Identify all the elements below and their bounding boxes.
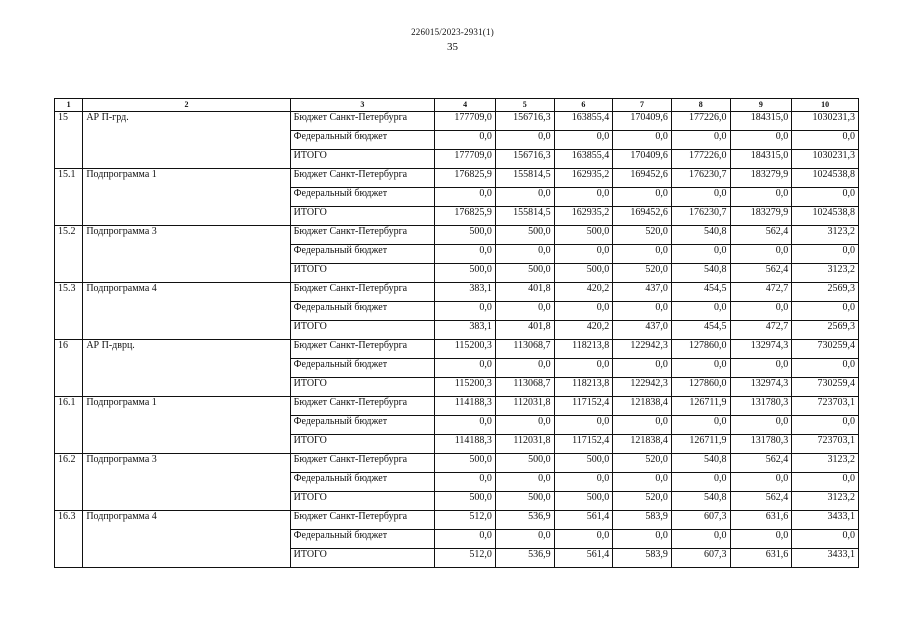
value-cell: 162935,2 xyxy=(554,169,613,188)
value-cell: 3123,2 xyxy=(792,226,859,245)
value-cell: 0,0 xyxy=(730,473,792,492)
program-name-cell: АР П-грд. xyxy=(83,112,290,169)
value-cell: 177226,0 xyxy=(671,112,730,131)
program-name-cell: Подпрограмма 4 xyxy=(83,283,290,340)
value-cell: 561,4 xyxy=(554,549,613,568)
value-cell: 0,0 xyxy=(435,302,496,321)
value-cell: 0,0 xyxy=(495,131,554,150)
value-cell: 0,0 xyxy=(671,473,730,492)
value-cell: 1024538,8 xyxy=(792,169,859,188)
value-cell: 155814,5 xyxy=(495,207,554,226)
funding-source-cell: ИТОГО xyxy=(290,378,435,397)
value-cell: 0,0 xyxy=(495,473,554,492)
value-cell: 0,0 xyxy=(613,245,672,264)
value-cell: 500,0 xyxy=(435,264,496,283)
value-cell: 3433,1 xyxy=(792,511,859,530)
value-cell: 117152,4 xyxy=(554,435,613,454)
value-cell: 0,0 xyxy=(613,473,672,492)
value-cell: 500,0 xyxy=(495,454,554,473)
value-cell: 183279,9 xyxy=(730,169,792,188)
value-cell: 500,0 xyxy=(554,492,613,511)
value-cell: 437,0 xyxy=(613,283,672,302)
value-cell: 0,0 xyxy=(435,188,496,207)
value-cell: 170409,6 xyxy=(613,112,672,131)
value-cell: 176825,9 xyxy=(435,169,496,188)
value-cell: 132974,3 xyxy=(730,378,792,397)
value-cell: 583,9 xyxy=(613,511,672,530)
table-row xyxy=(55,226,859,245)
value-cell: 0,0 xyxy=(435,473,496,492)
value-cell: 562,4 xyxy=(730,226,792,245)
value-cell: 0,0 xyxy=(613,302,672,321)
row-number-cell: 15.1 xyxy=(55,169,83,226)
funding-source-cell: Федеральный бюджет xyxy=(290,416,435,435)
value-cell: 383,1 xyxy=(435,321,496,340)
row-number-cell: 15.2 xyxy=(55,226,83,283)
funding-source-cell: ИТОГО xyxy=(290,435,435,454)
value-cell: 500,0 xyxy=(554,226,613,245)
value-cell: 0,0 xyxy=(671,416,730,435)
value-cell: 420,2 xyxy=(554,321,613,340)
value-cell: 156716,3 xyxy=(495,112,554,131)
value-cell: 114188,3 xyxy=(435,397,496,416)
program-name-cell: АР П-дврц. xyxy=(83,340,290,397)
value-cell: 126711,9 xyxy=(671,397,730,416)
document-id: 226015/2023-2931(1) xyxy=(411,27,494,37)
column-header-row xyxy=(55,99,859,112)
value-cell: 1024538,8 xyxy=(792,207,859,226)
funding-source-cell: Бюджет Санкт-Петербурга xyxy=(290,112,435,131)
value-cell: 0,0 xyxy=(435,245,496,264)
value-cell: 163855,4 xyxy=(554,150,613,169)
value-cell: 132974,3 xyxy=(730,340,792,359)
value-cell: 163855,4 xyxy=(554,112,613,131)
column-header: 10 xyxy=(792,99,859,112)
value-cell: 176230,7 xyxy=(671,207,730,226)
value-cell: 183279,9 xyxy=(730,207,792,226)
funding-source-cell: Бюджет Санкт-Петербурга xyxy=(290,454,435,473)
value-cell: 0,0 xyxy=(730,416,792,435)
value-cell: 122942,3 xyxy=(613,340,672,359)
value-cell: 0,0 xyxy=(495,359,554,378)
table-row xyxy=(55,169,859,188)
funding-source-cell: Федеральный бюджет xyxy=(290,359,435,378)
value-cell: 536,9 xyxy=(495,549,554,568)
budget-table xyxy=(54,98,859,568)
value-cell: 113068,7 xyxy=(495,378,554,397)
funding-source-cell: ИТОГО xyxy=(290,150,435,169)
value-cell: 472,7 xyxy=(730,283,792,302)
funding-source-cell: Бюджет Санкт-Петербурга xyxy=(290,397,435,416)
value-cell: 115200,3 xyxy=(435,378,496,397)
value-cell: 631,6 xyxy=(730,511,792,530)
value-cell: 520,0 xyxy=(613,226,672,245)
value-cell: 177709,0 xyxy=(435,150,496,169)
value-cell: 0,0 xyxy=(730,302,792,321)
value-cell: 0,0 xyxy=(671,188,730,207)
value-cell: 607,3 xyxy=(671,549,730,568)
value-cell: 156716,3 xyxy=(495,150,554,169)
value-cell: 0,0 xyxy=(613,416,672,435)
value-cell: 730259,4 xyxy=(792,340,859,359)
value-cell: 0,0 xyxy=(495,188,554,207)
value-cell: 723703,1 xyxy=(792,435,859,454)
value-cell: 0,0 xyxy=(792,530,859,549)
value-cell: 454,5 xyxy=(671,321,730,340)
value-cell: 0,0 xyxy=(613,359,672,378)
value-cell: 730259,4 xyxy=(792,378,859,397)
value-cell: 121838,4 xyxy=(613,435,672,454)
funding-source-cell: Бюджет Санкт-Петербурга xyxy=(290,340,435,359)
value-cell: 0,0 xyxy=(495,416,554,435)
value-cell: 2569,3 xyxy=(792,321,859,340)
value-cell: 0,0 xyxy=(671,245,730,264)
value-cell: 0,0 xyxy=(792,359,859,378)
value-cell: 512,0 xyxy=(435,511,496,530)
value-cell: 0,0 xyxy=(554,359,613,378)
value-cell: 0,0 xyxy=(495,530,554,549)
value-cell: 401,8 xyxy=(495,321,554,340)
value-cell: 0,0 xyxy=(792,131,859,150)
value-cell: 540,8 xyxy=(671,492,730,511)
value-cell: 540,8 xyxy=(671,226,730,245)
value-cell: 0,0 xyxy=(435,530,496,549)
value-cell: 0,0 xyxy=(495,302,554,321)
program-name-cell: Подпрограмма 3 xyxy=(83,454,290,511)
program-name-cell: Подпрограмма 1 xyxy=(83,397,290,454)
funding-source-cell: Федеральный бюджет xyxy=(290,302,435,321)
value-cell: 155814,5 xyxy=(495,169,554,188)
funding-source-cell: Бюджет Санкт-Петербурга xyxy=(290,226,435,245)
value-cell: 169452,6 xyxy=(613,207,672,226)
column-header: 8 xyxy=(671,99,730,112)
funding-source-cell: Федеральный бюджет xyxy=(290,131,435,150)
column-header: 3 xyxy=(290,99,435,112)
value-cell: 0,0 xyxy=(613,131,672,150)
column-header: 6 xyxy=(554,99,613,112)
column-header: 1 xyxy=(55,99,83,112)
funding-source-cell: Федеральный бюджет xyxy=(290,530,435,549)
value-cell: 3123,2 xyxy=(792,492,859,511)
value-cell: 0,0 xyxy=(730,359,792,378)
value-cell: 177226,0 xyxy=(671,150,730,169)
value-cell: 117152,4 xyxy=(554,397,613,416)
row-number-cell: 16.1 xyxy=(55,397,83,454)
value-cell: 113068,7 xyxy=(495,340,554,359)
funding-source-cell: ИТОГО xyxy=(290,207,435,226)
funding-source-cell: ИТОГО xyxy=(290,264,435,283)
value-cell: 0,0 xyxy=(792,416,859,435)
value-cell: 540,8 xyxy=(671,454,730,473)
value-cell: 3123,2 xyxy=(792,264,859,283)
value-cell: 162935,2 xyxy=(554,207,613,226)
value-cell: 112031,8 xyxy=(495,397,554,416)
value-cell: 520,0 xyxy=(613,454,672,473)
value-cell: 0,0 xyxy=(435,416,496,435)
value-cell: 127860,0 xyxy=(671,378,730,397)
row-number-cell: 15.3 xyxy=(55,283,83,340)
value-cell: 0,0 xyxy=(613,530,672,549)
table-row xyxy=(55,511,859,530)
value-cell: 122942,3 xyxy=(613,378,672,397)
value-cell: 118213,8 xyxy=(554,378,613,397)
value-cell: 540,8 xyxy=(671,264,730,283)
value-cell: 176825,9 xyxy=(435,207,496,226)
column-header: 2 xyxy=(83,99,290,112)
value-cell: 0,0 xyxy=(554,245,613,264)
value-cell: 472,7 xyxy=(730,321,792,340)
value-cell: 0,0 xyxy=(671,302,730,321)
value-cell: 126711,9 xyxy=(671,435,730,454)
value-cell: 127860,0 xyxy=(671,340,730,359)
row-number-cell: 16 xyxy=(55,340,83,397)
value-cell: 1030231,3 xyxy=(792,150,859,169)
value-cell: 0,0 xyxy=(730,131,792,150)
funding-source-cell: Федеральный бюджет xyxy=(290,188,435,207)
value-cell: 561,4 xyxy=(554,511,613,530)
value-cell: 562,4 xyxy=(730,264,792,283)
value-cell: 0,0 xyxy=(671,359,730,378)
value-cell: 437,0 xyxy=(613,321,672,340)
value-cell: 0,0 xyxy=(495,245,554,264)
value-cell: 0,0 xyxy=(554,302,613,321)
value-cell: 177709,0 xyxy=(435,112,496,131)
column-header: 7 xyxy=(613,99,672,112)
value-cell: 169452,6 xyxy=(613,169,672,188)
funding-source-cell: Бюджет Санкт-Петербурга xyxy=(290,169,435,188)
table-body xyxy=(55,99,859,568)
value-cell: 562,4 xyxy=(730,492,792,511)
funding-source-cell: ИТОГО xyxy=(290,321,435,340)
value-cell: 0,0 xyxy=(613,188,672,207)
value-cell: 0,0 xyxy=(730,245,792,264)
value-cell: 500,0 xyxy=(435,454,496,473)
value-cell: 176230,7 xyxy=(671,169,730,188)
value-cell: 536,9 xyxy=(495,511,554,530)
value-cell: 170409,6 xyxy=(613,150,672,169)
value-cell: 114188,3 xyxy=(435,435,496,454)
value-cell: 383,1 xyxy=(435,283,496,302)
value-cell: 631,6 xyxy=(730,549,792,568)
table-row xyxy=(55,454,859,473)
value-cell: 118213,8 xyxy=(554,340,613,359)
value-cell: 2569,3 xyxy=(792,283,859,302)
value-cell: 131780,3 xyxy=(730,397,792,416)
funding-source-cell: Федеральный бюджет xyxy=(290,245,435,264)
value-cell: 500,0 xyxy=(495,264,554,283)
value-cell: 607,3 xyxy=(671,511,730,530)
value-cell: 112031,8 xyxy=(495,435,554,454)
value-cell: 723703,1 xyxy=(792,397,859,416)
value-cell: 0,0 xyxy=(730,530,792,549)
value-cell: 0,0 xyxy=(792,188,859,207)
table-row xyxy=(55,340,859,359)
funding-source-cell: ИТОГО xyxy=(290,549,435,568)
funding-source-cell: Бюджет Санкт-Петербурга xyxy=(290,283,435,302)
value-cell: 0,0 xyxy=(554,473,613,492)
value-cell: 0,0 xyxy=(554,188,613,207)
value-cell: 520,0 xyxy=(613,264,672,283)
value-cell: 184315,0 xyxy=(730,150,792,169)
column-header: 5 xyxy=(495,99,554,112)
page-number: 35 xyxy=(447,41,458,53)
value-cell: 3433,1 xyxy=(792,549,859,568)
value-cell: 500,0 xyxy=(435,492,496,511)
value-cell: 0,0 xyxy=(671,131,730,150)
value-cell: 512,0 xyxy=(435,549,496,568)
funding-source-cell: Федеральный бюджет xyxy=(290,473,435,492)
funding-source-cell: Бюджет Санкт-Петербурга xyxy=(290,511,435,530)
value-cell: 500,0 xyxy=(435,226,496,245)
value-cell: 500,0 xyxy=(554,264,613,283)
value-cell: 420,2 xyxy=(554,283,613,302)
value-cell: 0,0 xyxy=(554,416,613,435)
value-cell: 121838,4 xyxy=(613,397,672,416)
table-row xyxy=(55,283,859,302)
value-cell: 3123,2 xyxy=(792,454,859,473)
column-header: 9 xyxy=(730,99,792,112)
value-cell: 583,9 xyxy=(613,549,672,568)
value-cell: 0,0 xyxy=(554,530,613,549)
value-cell: 0,0 xyxy=(792,245,859,264)
row-number-cell: 16.2 xyxy=(55,454,83,511)
value-cell: 500,0 xyxy=(495,492,554,511)
value-cell: 1030231,3 xyxy=(792,112,859,131)
value-cell: 0,0 xyxy=(435,131,496,150)
value-cell: 131780,3 xyxy=(730,435,792,454)
table-row xyxy=(55,112,859,131)
value-cell: 0,0 xyxy=(792,302,859,321)
value-cell: 0,0 xyxy=(730,188,792,207)
value-cell: 115200,3 xyxy=(435,340,496,359)
value-cell: 520,0 xyxy=(613,492,672,511)
value-cell: 562,4 xyxy=(730,454,792,473)
value-cell: 184315,0 xyxy=(730,112,792,131)
row-number-cell: 16.3 xyxy=(55,511,83,568)
program-name-cell: Подпрограмма 3 xyxy=(83,226,290,283)
program-name-cell: Подпрограмма 1 xyxy=(83,169,290,226)
row-number-cell: 15 xyxy=(55,112,83,169)
value-cell: 454,5 xyxy=(671,283,730,302)
value-cell: 0,0 xyxy=(554,131,613,150)
value-cell: 0,0 xyxy=(671,530,730,549)
value-cell: 0,0 xyxy=(435,359,496,378)
value-cell: 500,0 xyxy=(554,454,613,473)
value-cell: 500,0 xyxy=(495,226,554,245)
funding-source-cell: ИТОГО xyxy=(290,492,435,511)
value-cell: 0,0 xyxy=(792,473,859,492)
table-row xyxy=(55,397,859,416)
column-header: 4 xyxy=(435,99,496,112)
value-cell: 401,8 xyxy=(495,283,554,302)
program-name-cell: Подпрограмма 4 xyxy=(83,511,290,568)
